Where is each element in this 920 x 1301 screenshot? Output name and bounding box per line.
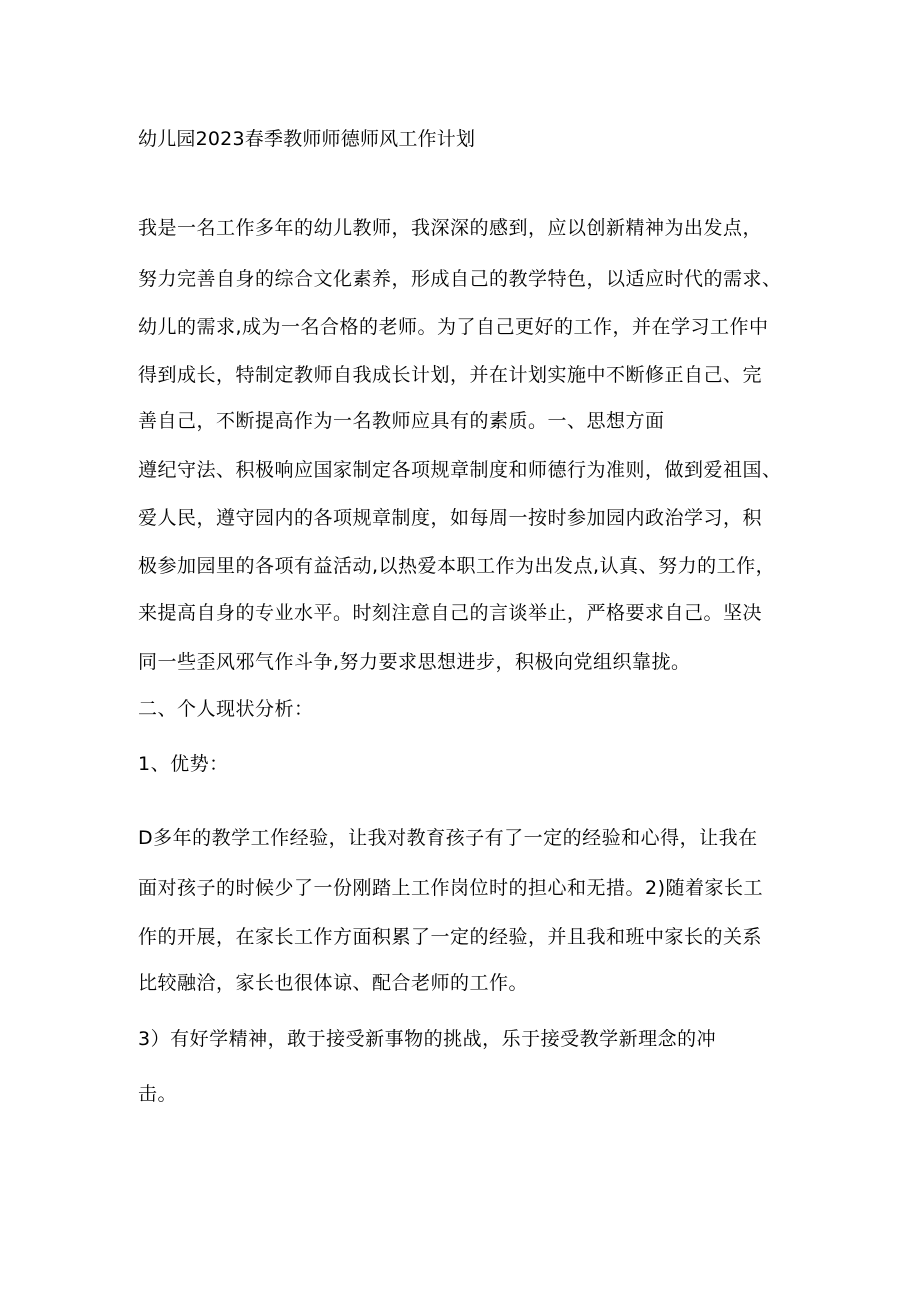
paragraph-line: 击。 [138,1083,178,1105]
paragraph-line: 3）有好学精神，敢于接受新事物的挑战，乐于接受教学新理念的冲 [138,1028,717,1050]
paragraph-line: 我是一名工作多年的幼儿教师，我深深的感到，应以创新精神为出发点， [138,217,763,239]
paragraph-line: 同一些歪风邪气作斗争,努力要求思想进步，积极向党组织靠拢。 [138,651,691,673]
subsection-heading: 1、优势： [138,753,229,775]
paragraph-line: 极参加园里的各项有益活动,以热爱本职工作为出发点,认真、努力的工作， [138,555,776,577]
paragraph-line: 善自己，不断提高作为一名教师应具有的素质。一、思想方面 [138,410,665,432]
paragraph-line: 比较融洽，家长也很体谅、配合老师的工作。 [138,972,529,994]
document-title: 幼儿园2023春季教师师德师风工作计划 [138,128,476,150]
paragraph-line: 来提高自身的专业水平。时刻注意自己的言谈举止，严格要求自己。坚决 [138,602,763,624]
paragraph-line: 作的开展，在家长工作方面积累了一定的经验，并且我和班中家长的关系 [138,926,763,948]
paragraph-line: 努力完善自身的综合文化素养，形成自己的教学特色，以适应时代的需求、 [138,268,782,290]
paragraph-line: 面对孩子的时候少了一份刚踏上工作岗位时的担心和无措。2)随着家长工 [138,877,764,899]
paragraph-line: 得到成长，特制定教师自我成长计划，并在计划实施中不断修正自己、完 [138,364,763,386]
paragraph-line: 遵纪守法、积极响应国家制定各项规章制度和师德行为准则，做到爱祖国、 [138,459,782,481]
paragraph-line: 幼儿的需求,成为一名合格的老师。为了自己更好的工作，并在学习工作中 [138,316,769,338]
section-heading: 二、个人现状分析： [138,698,314,720]
paragraph-line: D多年的教学工作经验，让我对教育孩子有了一定的经验和心得，让我在 [138,827,758,849]
paragraph-line: 爱人民，遵守园内的各项规章制度，如每周一按时参加园内政治学习，积 [138,507,763,529]
